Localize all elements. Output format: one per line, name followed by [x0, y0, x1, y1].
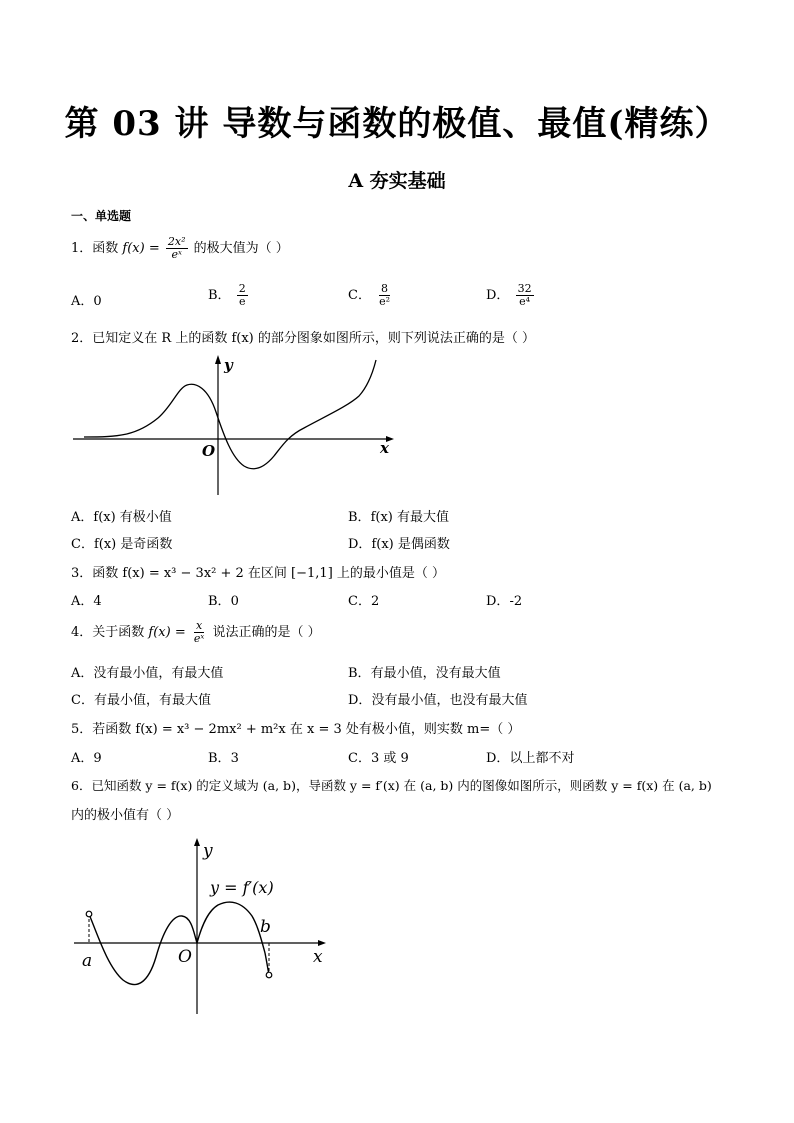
q6-b-label: b: [260, 917, 271, 937]
option-value: 0: [93, 294, 102, 309]
option-label: D．: [486, 751, 510, 766]
option-denominator: e: [238, 295, 246, 308]
q6-x-arrow: [318, 940, 326, 946]
option-text: 3 或 9: [370, 751, 409, 766]
option-numerator: 32: [517, 282, 532, 295]
option-label: A．: [71, 594, 94, 609]
q1-option-b: [208, 283, 250, 308]
option-label: C．: [348, 751, 371, 766]
option-text: 没有最小值，有最大值: [93, 666, 224, 681]
option-label: D．: [348, 537, 372, 552]
option-label: A．: [71, 294, 94, 309]
option-label: D．: [486, 594, 510, 609]
option-label: B．: [208, 594, 231, 609]
option-text: f(x) 是奇函数: [93, 537, 173, 552]
q1-numerator: 2x²: [167, 235, 186, 248]
question-1: [71, 236, 289, 261]
q6-x-label: x: [313, 947, 323, 967]
option-fraction: [237, 283, 248, 308]
q1-denominator: eˣ: [171, 248, 182, 261]
option-label: B．: [348, 510, 371, 525]
option-text: 没有最小值，也没有最大值: [371, 693, 528, 708]
q3-option-a: [71, 590, 102, 609]
q6-open-point-a: [86, 911, 92, 917]
option-label: A．: [71, 666, 94, 681]
section-heading: 一、单选题: [71, 209, 132, 223]
q2-option-a: [71, 506, 172, 525]
option-text: 9: [93, 751, 102, 766]
q2-origin-label: O: [202, 442, 216, 460]
q1-option-d: [486, 283, 536, 308]
q4-fraction: [192, 620, 206, 645]
question-6-line-1: 6．已知函数 y = f(x) 的定义域为 (a, b)，导函数 y = f′(x) 在 (a, b) 内的图像如图所示，则函数 y = f(x) 在 (a, b): [71, 778, 712, 793]
q2-option-c: [71, 533, 172, 552]
q6-a-label: a: [82, 951, 93, 971]
option-label: A．: [71, 510, 94, 525]
option-label: D．: [348, 693, 372, 708]
option-fraction: [377, 283, 392, 308]
option-label: D．: [486, 288, 510, 303]
option-numerator: 8: [381, 282, 389, 295]
q1-suffix: 的极大值为（ ）: [193, 241, 289, 256]
q5-option-a: [71, 747, 102, 766]
option-text: 有最小值，没有最大值: [370, 666, 501, 681]
q6-y-label: y: [203, 841, 213, 861]
q2-option-b: [348, 506, 449, 525]
question-5: 5．若函数 f(x) = x³ − 2mx² + m²x 在 x = 3 处有极小值，则实数 m=（ ）: [71, 722, 521, 737]
section-subtitle: A 夯实基础: [348, 170, 446, 192]
option-text: 以上都不对: [509, 751, 575, 766]
q5-option-d: [486, 747, 574, 766]
option-fraction: [516, 283, 534, 308]
option-text: 2: [370, 594, 380, 609]
option-label: B．: [208, 288, 231, 303]
option-label: C．: [348, 594, 371, 609]
q5-option-c: [348, 747, 409, 766]
q4-option-a: [71, 662, 223, 681]
option-label: C．: [71, 693, 94, 708]
question-4: [71, 620, 321, 645]
option-label: B．: [348, 666, 371, 681]
option-denominator: e²: [379, 295, 391, 308]
option-label: C．: [71, 537, 94, 552]
q1-fx: f(x) =: [122, 241, 160, 256]
option-label: C．: [348, 288, 371, 303]
q2-y-arrow: [215, 355, 221, 364]
option-text: 4: [93, 594, 102, 609]
q3-option-c: [348, 590, 379, 609]
question-2: 2．已知定义在 R 上的函数 f(x) 的部分图象如图所示，则下列说法正确的是（ ）: [71, 331, 536, 346]
option-text: 3: [230, 751, 239, 766]
q2-x-label: x: [380, 439, 389, 457]
q6-derivative-graph: [68, 832, 338, 1022]
q1-prefix: 1．函数: [71, 241, 119, 256]
q1-option-c: [348, 283, 394, 308]
q2-y-label: y: [224, 356, 233, 374]
q4-option-d: [348, 689, 527, 708]
option-text: 0: [230, 594, 239, 609]
q6-y-arrow: [194, 838, 200, 846]
q2-function-graph: [68, 350, 398, 500]
q2-curve: [84, 360, 376, 469]
option-label: A．: [71, 751, 94, 766]
page-title: 第 03 讲 导数与函数的极值、最值(精练）: [64, 104, 730, 144]
q4-option-c: [71, 689, 211, 708]
q6-open-point-b: [266, 972, 272, 978]
option-denominator: e⁴: [519, 295, 531, 308]
option-text: -2: [509, 594, 523, 609]
q3-option-d: [486, 590, 522, 609]
q5-option-b: [208, 747, 239, 766]
q4-option-b: [348, 662, 501, 681]
option-text: f(x) 有最大值: [370, 510, 449, 525]
option-numerator: 2: [238, 282, 246, 295]
q4-fx: f(x) =: [148, 625, 186, 640]
q4-prefix: 4．关于函数: [71, 625, 145, 640]
q3-option-b: [208, 590, 239, 609]
q4-suffix: 说法正确的是（ ）: [212, 625, 321, 640]
q1-option-a: [71, 290, 102, 309]
option-text: f(x) 有极小值: [93, 510, 172, 525]
option-text: f(x) 是偶函数: [371, 537, 450, 552]
q6-origin-label: O: [178, 947, 192, 967]
question-3: 3．函数 f(x) = x³ − 3x² + 2 在区间 [−1,1] 上的最小值是（ ）: [71, 566, 446, 581]
q1-fraction: [166, 236, 188, 261]
q2-option-d: [348, 533, 450, 552]
question-6-line-2: 内的极小值有（ ）: [71, 808, 180, 823]
q4-denominator: eˣ: [193, 632, 205, 645]
q4-numerator: x: [195, 619, 203, 632]
option-label: B．: [208, 751, 231, 766]
option-text: 有最小值，有最大值: [93, 693, 211, 708]
q6-curve-label: y = f′(x): [210, 878, 274, 897]
